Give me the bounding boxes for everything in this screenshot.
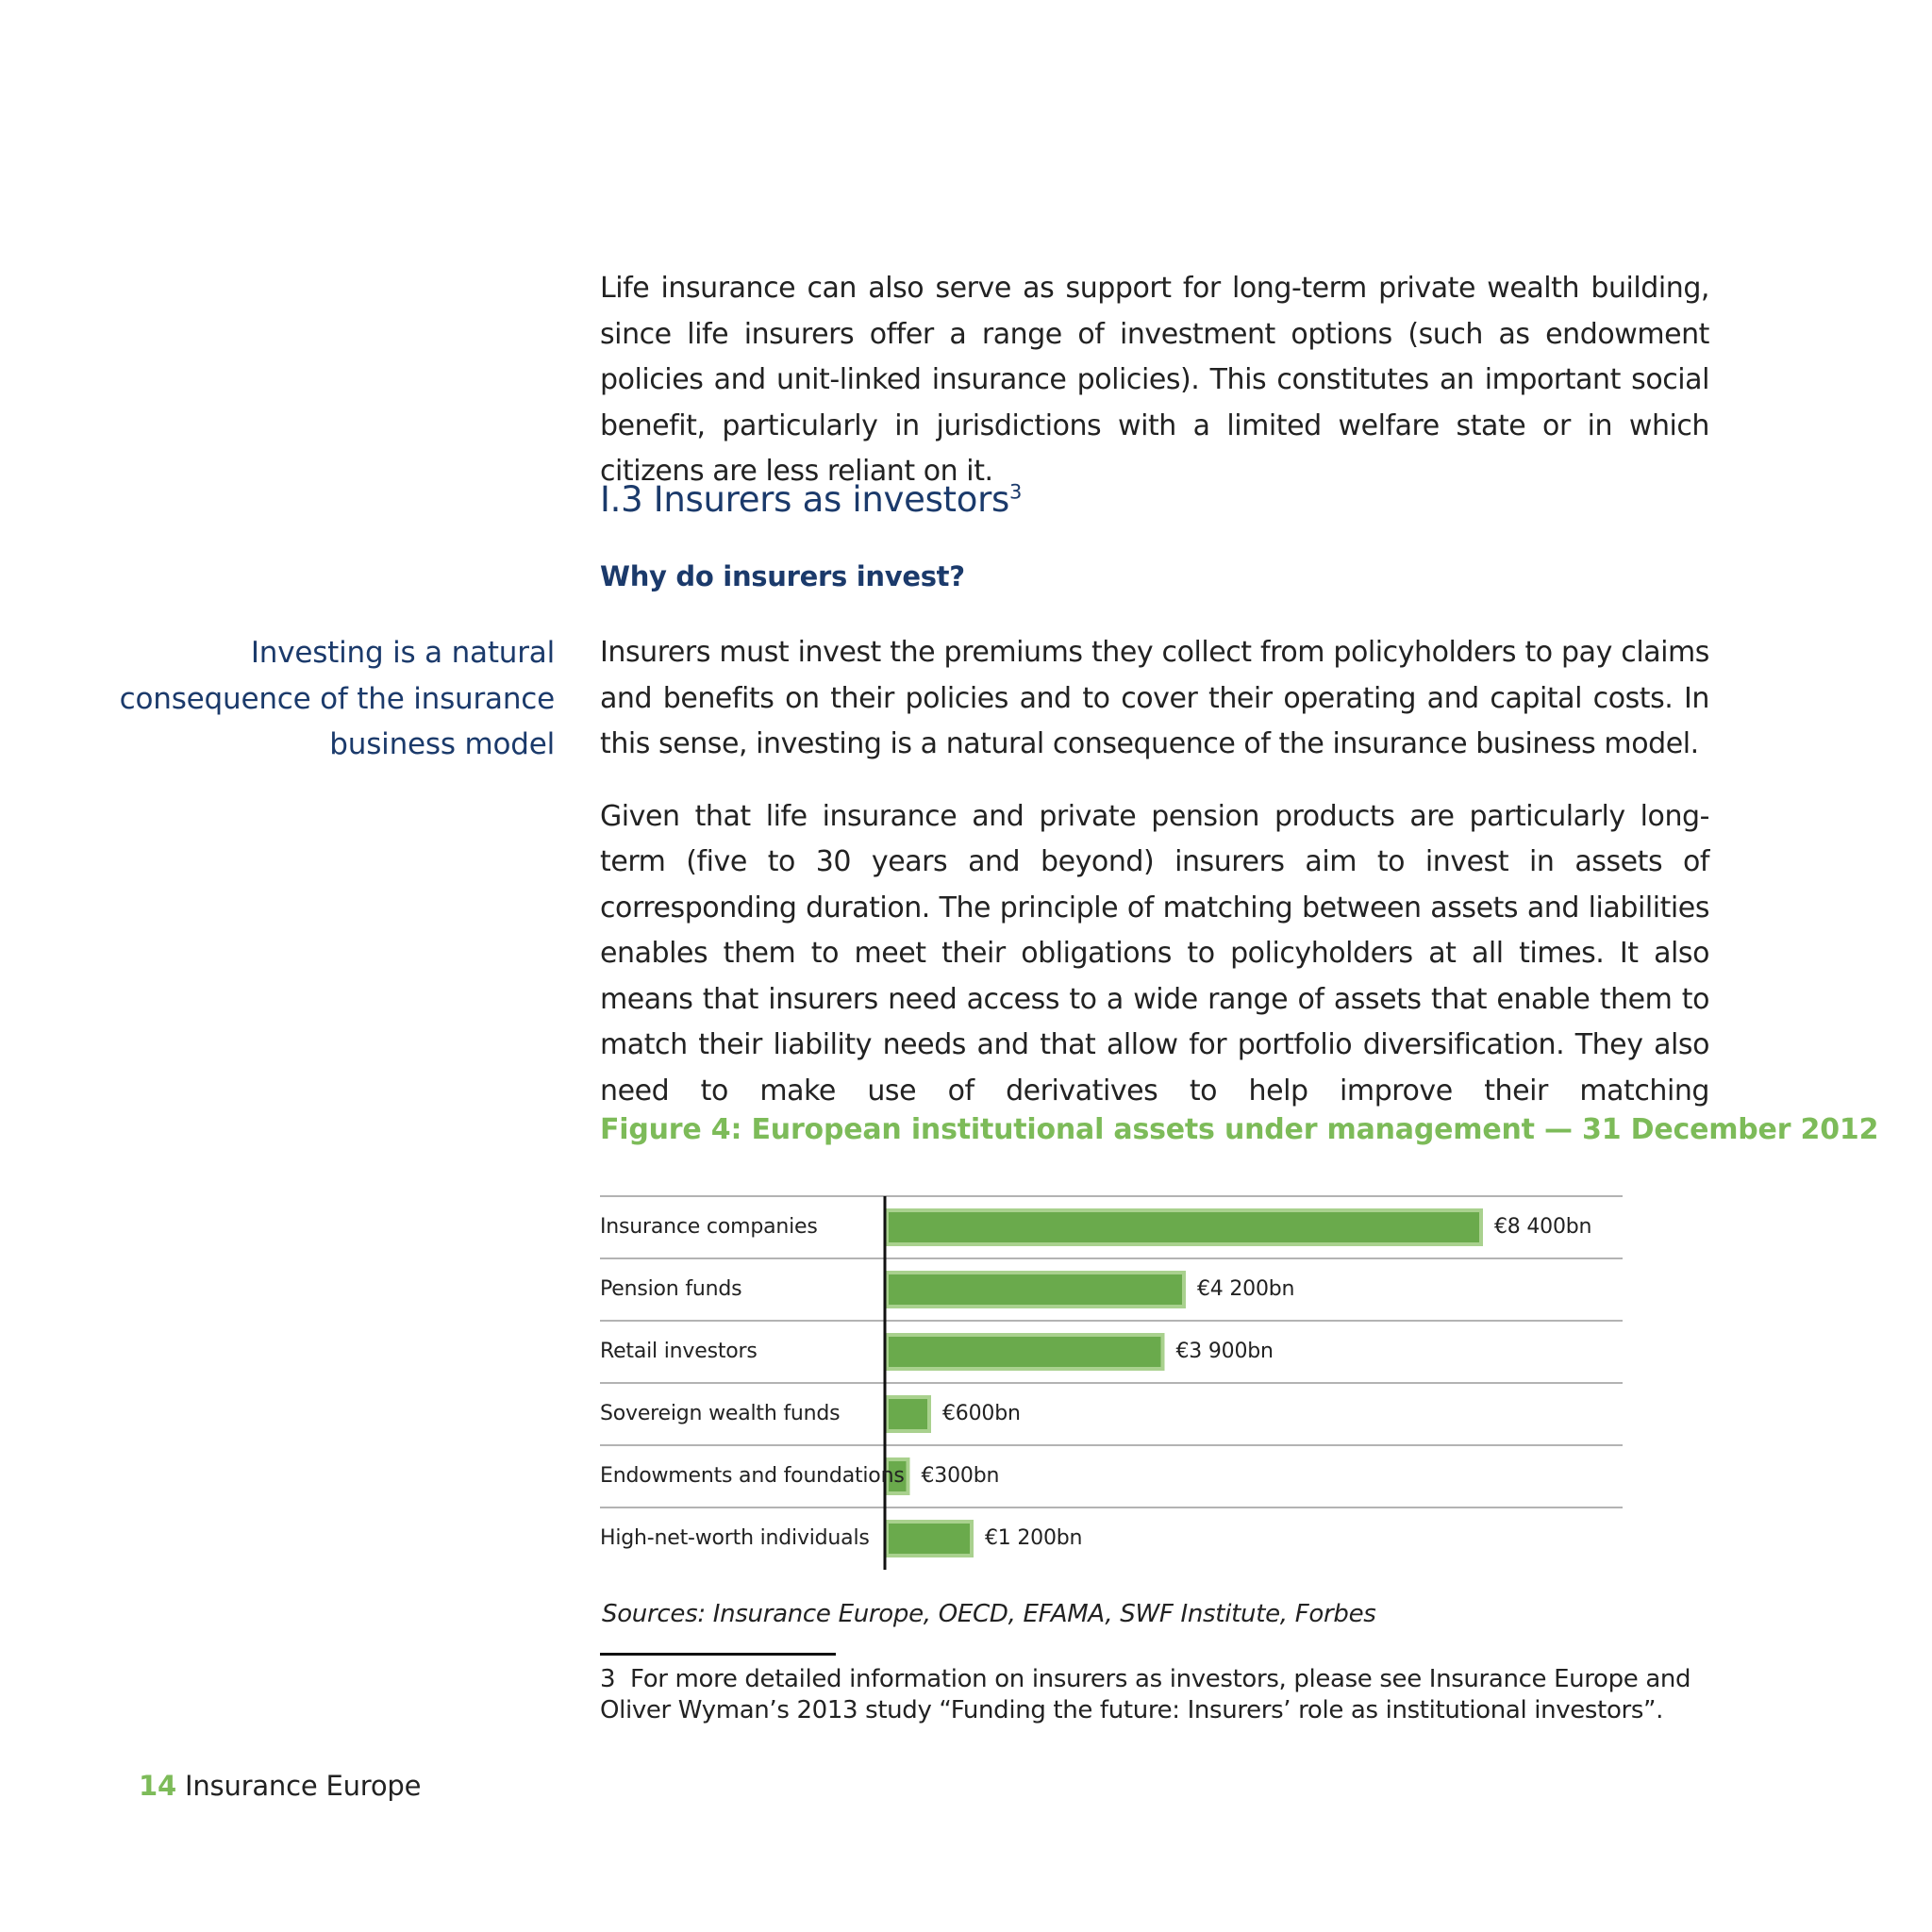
paragraph-2: Given that life insurance and private pension products are particularly long-term (five to 30 years and beyond) insurers aim to invest in assets of corresponding duration. The principle of matching between assets and liabilities enables them to meet their obligations to policyholders at all times. It also means that insurers need access to a wide range of assets that enable them to match their liability needs and that allow for portfolio diversification. They also need to make use of derivatives to help improve their matching [600, 799, 1709, 1108]
category-label: Endowments and foundations [600, 1464, 905, 1488]
category-label: Insurance companies [600, 1215, 818, 1239]
footnote [600, 1664, 1713, 1726]
value-label: €1 200bn [985, 1526, 1083, 1550]
chart-canvas [600, 1196, 1623, 1574]
value-label: €8 400bn [1494, 1215, 1592, 1239]
bar [887, 1210, 1481, 1244]
section-heading [600, 479, 1022, 520]
page-number: 14 [139, 1770, 176, 1802]
section-heading-text: I.3 Insurers as investors [600, 479, 1009, 520]
bar [887, 1273, 1184, 1307]
footnote-text: For more detailed information on insurers as investors, please see Insurance Europe and Oliver Wyman’s 2013 study “Funding the future: Insurers’ role as institutional investors”. [600, 1665, 1691, 1724]
figure-title: Figure 4: European institutional assets under management — 31 December 2012 [600, 1113, 1879, 1146]
publication-name: Insurance Europe [185, 1770, 422, 1802]
subheading: Why do insurers invest? [600, 560, 965, 592]
intro-section [600, 266, 1709, 495]
value-label: €300bn [921, 1464, 1000, 1488]
category-label: Retail investors [600, 1340, 758, 1363]
paragraph-1: Insurers must invest the premiums they collect from policyholders to pay claims and benefits on their policies and to cover their operating and capital costs. In this sense, investing is a natural consequence of the insurance business model. [600, 636, 1709, 760]
value-label: €3 900bn [1175, 1340, 1274, 1363]
footnote-divider [600, 1653, 836, 1656]
footnote-number: 3 [600, 1665, 616, 1693]
value-label: €4 200bn [1197, 1277, 1295, 1301]
body-text [600, 630, 1709, 1114]
category-label: Sovereign wealth funds [600, 1402, 841, 1425]
intro-paragraph: Life insurance can also serve as support for long-term private wealth building, since life insurers offer a range of investment options (such as endowment policies and unit-linked insurance policies). This constitutes an important social benefit, particularly in jurisdictions with a limited welfare state or in which citizens are less reliant on it. [600, 272, 1709, 488]
category-label: Pension funds [600, 1277, 742, 1301]
category-label: High-net-worth individuals [600, 1526, 870, 1550]
bar [887, 1522, 972, 1556]
value-label: €600bn [942, 1402, 1021, 1425]
bar-chart [600, 1196, 1623, 1574]
bar [887, 1397, 929, 1431]
figure-sources: Sources: Insurance Europe, OECD, EFAMA, SWF Institute, Forbes [602, 1600, 1376, 1628]
sidenote: Investing is a natural consequence of the insurance business model [119, 636, 555, 761]
bar [887, 1335, 1163, 1369]
footnote-ref[interactable]: 3 [1009, 480, 1023, 504]
page-footer [139, 1770, 421, 1802]
